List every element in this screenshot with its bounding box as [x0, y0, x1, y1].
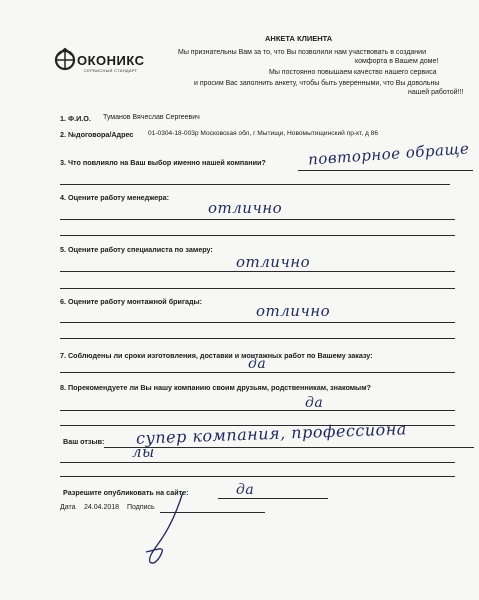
form-title: АНКЕТА КЛИЕНТА — [265, 34, 333, 43]
header-line-2: комфорта в Вашем доме! — [355, 58, 439, 65]
answer-line — [60, 288, 455, 289]
header-line-4: и просим Вас заполнить анкету, чтобы быть уверенными, что Вы довольны — [194, 80, 440, 87]
signature-icon — [128, 488, 198, 568]
answer-line — [60, 410, 455, 411]
header-line-1: Мы признательны Вам за то, что Вы позволили нам участвовать в создании — [178, 49, 426, 56]
answer-line — [60, 219, 455, 220]
question-8-answer: да — [305, 395, 324, 411]
question-7-label: 7. Соблюдены ли сроки изготовления, доставки и монтажных работ по Вашему заказу: — [60, 351, 373, 360]
question-6-answer: отлично — [256, 302, 331, 320]
question-7-answer: да — [248, 356, 267, 372]
signature-label: Подпись — [127, 504, 155, 511]
answer-line — [60, 338, 455, 339]
header-line-3: Мы постоянно повышаем качество нашего сервиса — [269, 69, 437, 76]
question-5-label: 5. Оцените работу специалиста по замеру: — [60, 245, 213, 254]
contract-value: 01-0304-18-003р Московская обл, г Мытищи, Новомытищинский пр-кт, д 86 — [148, 130, 378, 137]
answer-line — [60, 372, 455, 373]
question-4-label: 4. Оцените работу менеджера: — [60, 193, 169, 202]
publish-answer: да — [236, 482, 255, 498]
answer-line — [60, 462, 455, 463]
date-value: 24.04.2018 — [84, 504, 120, 511]
fio-value: Туманов Вячеслав Сергеевич — [103, 114, 200, 121]
answer-line — [218, 498, 328, 499]
contract-label: 2. №договора/Адрес — [60, 130, 134, 139]
review-text-line-2: лы — [132, 443, 155, 461]
review-label: Ваш отзыв: — [63, 437, 105, 446]
answer-line — [60, 184, 450, 185]
logo-name: ОКОНИКС — [77, 53, 145, 68]
question-8-label: 8. Порекомендуете ли Вы нашу компанию своим друзьям, родственникам, знакомым? — [60, 383, 371, 392]
date-label: Дата — [60, 504, 76, 511]
question-4-answer: отлично — [208, 199, 283, 217]
review-text-line-1: супер компания, профессиона — [135, 419, 408, 448]
answer-line — [60, 271, 455, 272]
logo-mark-icon — [54, 47, 76, 71]
fio-label: 1. Ф.И.О. — [60, 114, 91, 123]
question-3-label: 3. Что повлияло на Ваш выбор именно нашей компании? — [60, 158, 266, 167]
question-6-label: 6. Оцените работу монтажной бригады: — [60, 297, 203, 306]
answer-line — [298, 170, 473, 171]
publish-label: Разрешите опубликовать на сайте: — [63, 488, 189, 497]
answer-line — [60, 476, 455, 477]
question-5-answer: отлично — [236, 253, 311, 271]
answer-line — [60, 322, 455, 323]
header-line-5: нашей работой!!! — [408, 89, 464, 96]
logo-tagline: СЕРВИСНЫЙ СТАНДАРТ — [84, 68, 138, 73]
question-3-answer: повторное обраще — [307, 139, 470, 169]
answer-line — [104, 447, 474, 448]
answer-line — [60, 235, 455, 236]
